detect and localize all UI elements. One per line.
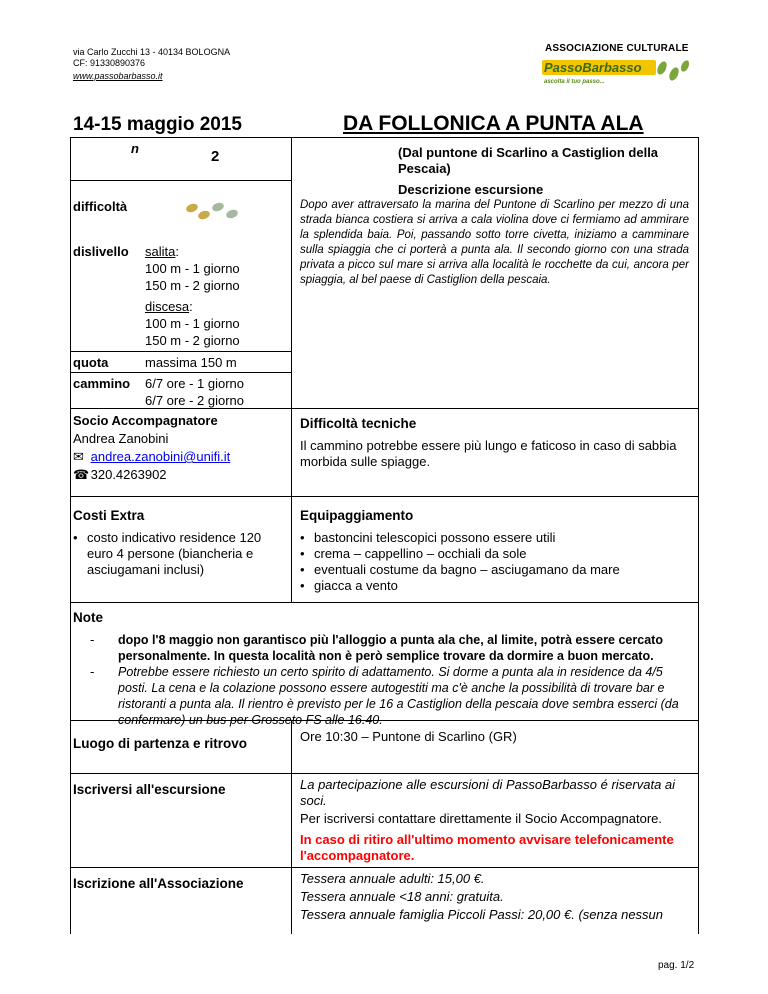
logo-mark xyxy=(542,54,692,86)
descent-day-1: 100 m - 1 giorno xyxy=(145,316,240,331)
ascent-label: salita xyxy=(145,244,176,259)
altitude-label: quota xyxy=(73,355,109,370)
guide-phone: 320.4263902 xyxy=(90,467,167,482)
altitude-value: massima 150 m xyxy=(145,355,237,370)
list-item: • costo indicativo residence 120 euro 4 persone (biancheria e asciugamani inclusi) xyxy=(73,530,283,578)
equipment-heading: Equipaggiamento xyxy=(300,508,414,523)
list-item: • eventuali costume da bagno – asciugamano da mare xyxy=(300,562,690,578)
extra-costs-list xyxy=(73,530,283,578)
guide-phone-row xyxy=(73,466,167,483)
guide-name: Andrea Zanobini xyxy=(73,431,169,446)
walking-day-2: 6/7 ore - 2 giorno xyxy=(145,393,245,408)
signup-text-1: La partecipazione alle escursioni di PassoBarbasso é riservata ai soci. xyxy=(300,777,676,808)
note-item-1: dopo l'8 maggio non garantisco più l'alloggio a punta ala che, al limite, potrà essere cercato personalmente. In questa località non è però semplice trovare da dormire a buon mercato. xyxy=(118,633,663,663)
membership-block xyxy=(300,870,695,924)
signup-warning: In caso di ritiro all'ultimo momento avvisare telefonicamente l'accompagnatore. xyxy=(300,832,674,863)
logo-tagline: ascolta il tuo passo... xyxy=(544,79,605,85)
envelope-icon: ✉ xyxy=(73,449,84,464)
number-label: n xyxy=(131,141,139,156)
difficulty-footprints-icon xyxy=(182,198,244,224)
association-label: ASSOCIAZIONE CULTURALE xyxy=(545,43,689,54)
phone-icon: ☎ xyxy=(73,467,90,482)
ascent-block: salita: 100 m - 1 giorno 150 m - 2 giorno xyxy=(145,244,240,293)
list-item: • crema – cappellino – occhiali da sole xyxy=(300,546,690,562)
guide-email-row xyxy=(73,448,230,465)
extra-costs-heading: Costi Extra xyxy=(73,508,145,523)
elevation-label: dislivello xyxy=(73,244,129,259)
description-heading: Descrizione escursione xyxy=(398,182,544,197)
signup-label: Iscriversi all'escursione xyxy=(73,782,226,797)
tax-code: CF: 91330890376 xyxy=(73,58,146,68)
ascent-day-1: 100 m - 1 giorno xyxy=(145,261,240,276)
meeting-point-value: Ore 10:30 – Puntone di Scarlino (GR) xyxy=(300,729,517,744)
ascent-day-2: 150 m - 2 giorno xyxy=(145,278,240,293)
address: via Carlo Zucchi 13 - 40134 BOLOGNA xyxy=(73,47,231,57)
list-item: • giacca a vento xyxy=(300,578,690,594)
descent-label: discesa xyxy=(145,299,190,314)
logo xyxy=(542,54,692,86)
notes-heading: Note xyxy=(73,610,103,625)
logo-text: PassoBarbasso xyxy=(544,60,642,75)
technical-difficulty-text: Il cammino potrebbe essere più lungo e faticoso in caso di sabbia morbida sulle spiagge. xyxy=(300,438,677,469)
excursion-title: DA FOLLONICA A PUNTA ALA xyxy=(343,112,644,135)
walking-block xyxy=(145,375,244,409)
excursion-date: 14-15 maggio 2015 xyxy=(73,114,242,135)
footprints-icon xyxy=(655,59,690,82)
guide-heading: Socio Accompagnatore xyxy=(73,413,218,428)
signup-text-2: Per iscriversi contattare direttamente il Socio Accompagnatore. xyxy=(300,811,663,826)
difficulty-label: difficoltà xyxy=(73,199,128,214)
membership-line-2: Tessera annuale <18 anni: gratuita. xyxy=(300,889,504,904)
meeting-point-label: Luogo di partenza e ritrovo xyxy=(73,736,248,751)
membership-line-1: Tessera annuale adulti: 15,00 €. xyxy=(300,871,485,886)
excursion-subtitle: (Dal puntone di Scarlino a Castiglion della Pescaia) xyxy=(398,145,659,176)
guide-email-link[interactable]: andrea.zanobini@unifi.it xyxy=(90,449,231,464)
description-text: Dopo aver attraversato la marina del Puntone di Scarlino per mezzo di una strada bianca costiera si arriva a cala violina dove ci fermiamo ad ammirare la splendida baia. Poi, passando sotto torre civetta, iniziamo a camminare sulla spiaggia che ci porterà a punta ala. Il secondo giorno con una strada privata a picco sul mare si arriva alla località le rocchette da cui, ancora per spiaggia, al bel paese di Castiglion della pescaia. xyxy=(300,199,689,286)
equipment-list xyxy=(300,530,690,594)
walking-day-1: 6/7 ore - 1 giorno xyxy=(145,376,245,391)
technical-difficulty-heading: Difficoltà tecniche xyxy=(300,416,417,431)
number-value: 2 xyxy=(211,148,220,165)
descent-day-2: 150 m - 2 giorno xyxy=(145,333,240,348)
list-item: • bastoncini telescopici possono essere utili xyxy=(300,530,690,546)
membership-line-3: Tessera annuale famiglia Piccoli Passi: 20,00 €. (senza nessun xyxy=(300,907,664,922)
website-link[interactable]: www.passobarbasso.it xyxy=(73,71,163,81)
descent-block: discesa: 100 m - 1 giorno 150 m - 2 giorno xyxy=(145,299,240,348)
membership-label: Iscrizione all'Associazione xyxy=(73,876,244,891)
note-item-2: Potrebbe essere richiesto un certo spirito di adattamento. Si dorme a punta ala in residence da 4/5 posti. La cena e la colazione possono essere autogestiti ma c'è anche la possibilità di trovare bar e ristoranti a punta ala. Il rientro è previsto per le 16 a Castiglion della pescaia dove sembra esserci (da confermare) un bus per Grosseto FS alle 16.40. xyxy=(118,665,679,727)
walking-label: cammino xyxy=(73,376,131,391)
page-number: pag. 1/2 xyxy=(658,960,695,971)
